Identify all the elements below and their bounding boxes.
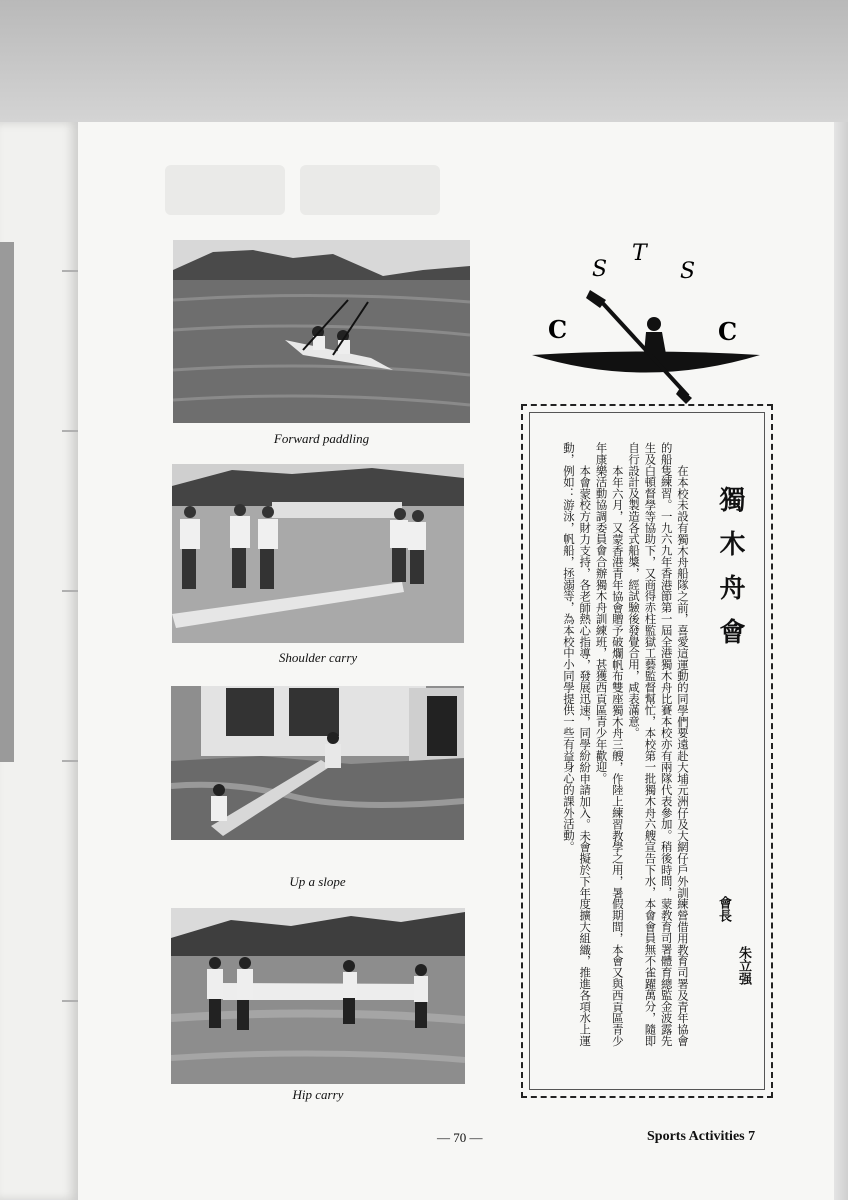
- author-role: 會長: [716, 896, 731, 922]
- photo-shoulder-carry: [172, 464, 464, 643]
- article-paragraph: 在本校未設有獨木舟船隊之前，喜愛這運動的同學們要遠赴大埔元洲仔及大網仔戶外訓練營借用教育司署及青年協會的船隻練習。一九六九年香港節第一屆全港獨木舟比賽本校亦有兩隊代表參加。稍後時間，蒙教育司署體育總監金波露先生及白頓督學等協助下，又商得赤柱監獄工藝監督幫忙，本校第一批獨木舟六艘宣告下水，本會會員無不雀躍萬分，隨即自行設計及製造各式船槳，經試驗後發覺合用，咸表滿意。: [627, 442, 690, 1047]
- article-body: [561, 442, 691, 1052]
- logo-letter-c: C: [548, 315, 568, 344]
- photo-forward-paddling: [173, 240, 470, 423]
- photo-caption: Shoulder carry: [278, 650, 358, 665]
- logo-letter-c: C: [718, 317, 738, 346]
- article-title: 獨木舟會: [715, 486, 745, 662]
- show-through-marks: [300, 165, 440, 215]
- article-frame: [521, 404, 773, 1098]
- article-paragraph: 本年六月，又蒙香港青年協會贈予破爛帆布雙座獨木舟三艘，作陸上練習教學之用，暑假期間，本會又與西貢區青少年康樂活動協調委員會合辦獨木舟訓練班，甚獲西貢區青少年歡迎。: [594, 442, 625, 1047]
- page-stack-edge: [834, 122, 848, 1200]
- photo-up-a-slope: [171, 686, 464, 840]
- logo-letter-s: S: [680, 259, 696, 284]
- photo-hip-carry: [171, 908, 465, 1084]
- stsc-canoe-logo: [520, 230, 770, 410]
- photo-caption: Up a slope: [289, 874, 346, 889]
- section-footer-title: Sports Activities 7: [647, 1129, 756, 1144]
- facing-page-photo-strip: [0, 242, 14, 762]
- scanner-background: [0, 0, 848, 122]
- canoe-icon: [532, 290, 760, 404]
- show-through-marks: [165, 165, 285, 215]
- photo-caption: Hip carry: [292, 1087, 344, 1102]
- page-number: — 70 —: [437, 1130, 483, 1145]
- logo-letter-s: S: [592, 257, 608, 282]
- logo-letter-t: T: [632, 241, 647, 266]
- article-paragraph: 本會蒙校方財力支持，各老師熱心指導，發展迅速，同學紛紛申請加入。未會擬於下年度擴大組織，推進各項水上運動，例如：游泳，帆船，拯溺等，為本校中小同學提供一些有益身心的課外活動。: [561, 442, 593, 1047]
- author-name: 朱立强: [736, 946, 751, 985]
- facing-page-edge: [0, 122, 78, 1200]
- photo-caption: Forward paddling: [273, 431, 370, 446]
